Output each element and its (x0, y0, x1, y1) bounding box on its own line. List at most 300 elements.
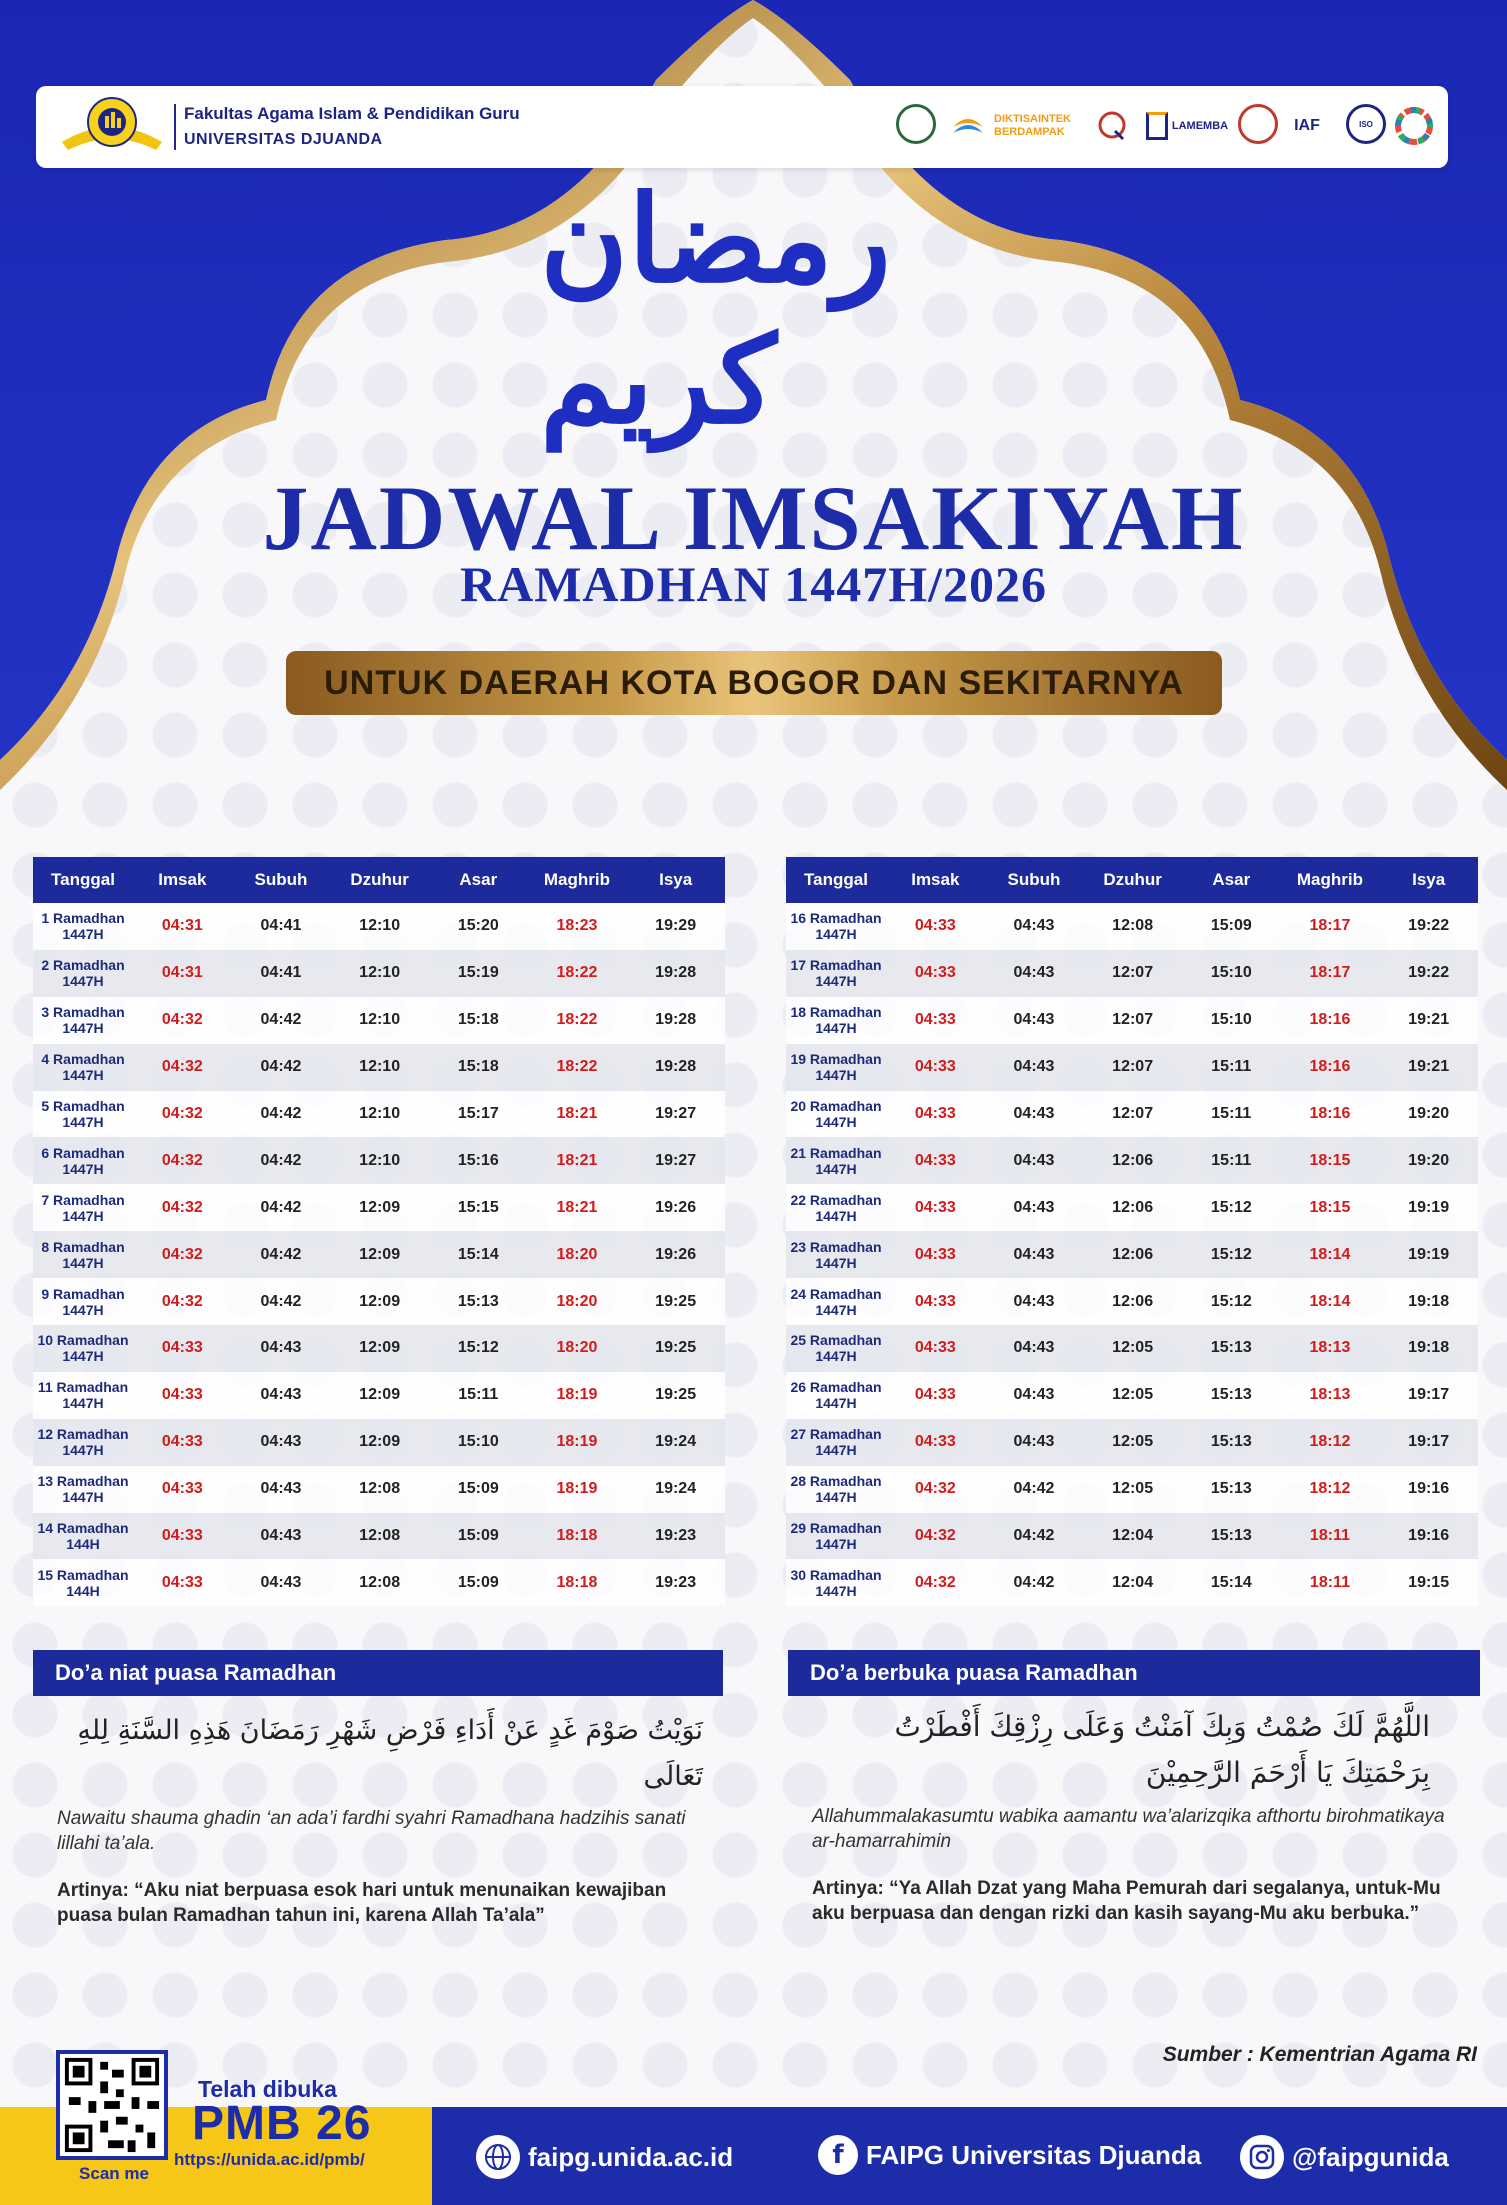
facebook-label: FAIPG Universitas Djuanda (866, 2139, 1202, 2170)
partner-iaf-label: IAF (1294, 117, 1320, 134)
date-year: 1447H (815, 1160, 857, 1177)
asar-cell: 15:09 (429, 1466, 528, 1513)
date-day: 19 Ramadhan (790, 1051, 882, 1068)
imsak-cell: 04:33 (886, 1372, 985, 1419)
maghrib-cell: 18:16 (1281, 1091, 1380, 1138)
date-year: 1447H (62, 1114, 104, 1130)
subuh-cell: 04:43 (232, 1325, 331, 1372)
maghrib-cell: 18:19 (528, 1372, 627, 1419)
asar-cell: 15:20 (429, 903, 528, 950)
isya-cell: 19:28 (626, 1044, 725, 1091)
date-year: 1447H (815, 1020, 857, 1037)
date-day: 17 Ramadhan (790, 957, 882, 974)
table-row (33, 1372, 725, 1419)
date-year: 1447H (815, 1301, 857, 1318)
maghrib-cell: 18:23 (528, 903, 627, 950)
date-year: 1447H (62, 1160, 104, 1177)
date-year: 1447H (815, 1536, 857, 1553)
date-cell (786, 1419, 886, 1466)
table-row (786, 1184, 1478, 1231)
date-year: 1447H (815, 1395, 857, 1412)
imsak-cell: 04:33 (133, 1325, 232, 1372)
isya-cell: 19:18 (1379, 1278, 1478, 1325)
table-row (33, 1559, 725, 1606)
doa-niat-latin: Nawaitu shauma ghadin ‘an ada’i fardhi syahri Ramadhana hadzihis sanati lillahi ta’ala. (57, 1808, 686, 1854)
date-cell (786, 950, 886, 997)
asar-cell: 15:15 (429, 1184, 528, 1231)
table-row (33, 1044, 725, 1091)
instagram-link[interactable] (1240, 2135, 1449, 2179)
maghrib-cell: 18:21 (528, 1137, 627, 1184)
date-cell (33, 1231, 133, 1278)
date-day: 12 Ramadhan (37, 1426, 129, 1443)
isya-cell: 19:19 (1379, 1231, 1478, 1278)
subuh-cell: 04:42 (232, 1137, 331, 1184)
date-year: 1447H (62, 1489, 104, 1506)
telah-dibuka-label: Telah dibuka (198, 2076, 337, 2102)
maghrib-cell: 18:12 (1281, 1419, 1380, 1466)
isya-cell: 19:26 (626, 1231, 725, 1278)
imsak-cell: 04:32 (133, 1184, 232, 1231)
maghrib-cell: 18:14 (1281, 1231, 1380, 1278)
date-day: 22 Ramadhan (790, 1191, 882, 1208)
partner-circle-seal-icon (1238, 104, 1278, 144)
university-logo-icon (58, 92, 166, 162)
date-year: 1447H (62, 1348, 104, 1365)
date-cell (33, 1419, 133, 1466)
dzuhur-cell: 12:10 (330, 950, 429, 997)
dzuhur-cell: 12:06 (1083, 1137, 1182, 1184)
isya-cell: 19:21 (1379, 997, 1478, 1044)
imsak-cell: 04:32 (133, 1137, 232, 1184)
doa-berbuka-title: Do’a berbuka puasa Ramadhan (788, 1650, 1480, 1696)
isya-cell: 19:15 (1379, 1559, 1478, 1606)
header-bar (36, 86, 1448, 168)
subuh-cell: 04:43 (985, 1231, 1084, 1278)
date-day: 20 Ramadhan (790, 1098, 882, 1114)
date-cell (786, 1325, 886, 1372)
maghrib-cell: 18:15 (1281, 1184, 1380, 1231)
date-day: 26 Ramadhan (790, 1379, 882, 1396)
asar-cell: 15:13 (1182, 1466, 1281, 1513)
imsak-cell: 04:32 (133, 1091, 232, 1138)
date-day: 21 Ramadhan (790, 1144, 882, 1161)
table-header-row (33, 857, 725, 903)
dzuhur-cell: 12:07 (1083, 1091, 1182, 1138)
asar-cell: 15:10 (1182, 950, 1281, 997)
maghrib-cell: 18:20 (528, 1231, 627, 1278)
table-row (786, 1559, 1478, 1606)
subuh-cell: 04:42 (232, 1231, 331, 1278)
doa-berbuka-section (788, 1650, 1480, 1926)
date-day: 5 Ramadhan (41, 1098, 125, 1114)
date-cell (33, 1137, 133, 1184)
imsak-cell: 04:33 (886, 1091, 985, 1138)
dzuhur-cell: 12:10 (330, 903, 429, 950)
asar-cell: 15:11 (1182, 1091, 1281, 1138)
imsak-cell: 04:32 (133, 1231, 232, 1278)
maghrib-cell: 18:11 (1281, 1559, 1380, 1606)
date-day: 15 Ramadhan (37, 1566, 129, 1583)
dzuhur-cell: 12:05 (1083, 1466, 1182, 1513)
maghrib-cell: 18:22 (528, 950, 627, 997)
date-day: 11 Ramadhan (37, 1379, 129, 1396)
dzuhur-cell: 12:07 (1083, 950, 1182, 997)
subuh-cell: 04:43 (232, 1466, 331, 1513)
column-header: Maghrib (528, 857, 627, 903)
dzuhur-cell: 12:04 (1083, 1513, 1182, 1560)
dzuhur-cell: 12:09 (330, 1372, 429, 1419)
date-day: 16 Ramadhan (790, 910, 882, 927)
table-row (33, 997, 725, 1044)
partner-q-logo-icon (1094, 104, 1130, 148)
imsak-cell: 04:33 (886, 1044, 985, 1091)
asar-cell: 15:12 (429, 1325, 528, 1372)
subuh-cell: 04:43 (985, 1044, 1084, 1091)
date-year: 1447H (62, 1301, 104, 1318)
table-row (786, 1419, 1478, 1466)
dzuhur-cell: 12:09 (330, 1325, 429, 1372)
subuh-cell: 04:43 (232, 1419, 331, 1466)
asar-cell: 15:11 (1182, 1044, 1281, 1091)
imsak-cell: 04:32 (886, 1559, 985, 1606)
subuh-cell: 04:41 (232, 903, 331, 950)
isya-cell: 19:17 (1379, 1419, 1478, 1466)
subuh-cell: 04:43 (985, 1184, 1084, 1231)
dzuhur-cell: 12:07 (1083, 997, 1182, 1044)
doa-niat-title: Do’a niat puasa Ramadhan (33, 1650, 723, 1696)
partner-iaf (1280, 104, 1334, 148)
dzuhur-cell: 12:08 (330, 1559, 429, 1606)
isya-cell: 19:26 (626, 1184, 725, 1231)
table-row (33, 1466, 725, 1513)
website-label: faipg.unida.ac.id (528, 2141, 734, 2172)
asar-cell: 15:13 (1182, 1325, 1281, 1372)
partner-lamemba-label: LAMEMBA (1171, 120, 1229, 132)
dzuhur-cell: 12:06 (1083, 1278, 1182, 1325)
date-day: 13 Ramadhan (37, 1473, 129, 1490)
imsak-cell: 04:33 (886, 1419, 985, 1466)
asar-cell: 15:09 (429, 1513, 528, 1560)
subuh-cell: 04:43 (985, 1419, 1084, 1466)
date-cell (786, 1044, 886, 1091)
isya-cell: 19:18 (1379, 1325, 1478, 1372)
isya-cell: 19:19 (1379, 1184, 1478, 1231)
diktisaintek-logo-icon (948, 104, 988, 148)
maghrib-cell: 18:17 (1281, 903, 1380, 950)
imsak-cell: 04:32 (886, 1466, 985, 1513)
doa-niat-section (33, 1650, 723, 1928)
column-header: Asar (429, 857, 528, 903)
date-day: 6 Ramadhan (41, 1144, 125, 1161)
isya-cell: 19:28 (626, 997, 725, 1044)
date-cell (786, 1184, 886, 1231)
partner-seal-icon (896, 104, 936, 144)
date-year: 1447H (815, 1254, 857, 1271)
date-year: 1447H (815, 973, 857, 990)
table-row (33, 1325, 725, 1372)
date-year: 1447H (62, 1020, 104, 1037)
asar-cell: 15:14 (1182, 1559, 1281, 1606)
region-banner: UNTUK DAERAH KOTA BOGOR DAN SEKITARNYA (286, 651, 1222, 715)
date-cell (786, 1278, 886, 1325)
imsak-cell: 04:33 (886, 1278, 985, 1325)
imsak-cell: 04:33 (886, 1137, 985, 1184)
asar-cell: 15:17 (429, 1091, 528, 1138)
partner-iso (1346, 104, 1386, 144)
subuh-cell: 04:43 (985, 1091, 1084, 1138)
date-day: 8 Ramadhan (41, 1238, 125, 1255)
isya-cell: 19:21 (1379, 1044, 1478, 1091)
asar-cell: 15:11 (429, 1372, 528, 1419)
dzuhur-cell: 12:09 (330, 1419, 429, 1466)
dzuhur-cell: 12:05 (1083, 1325, 1182, 1372)
facebook-link[interactable] (818, 2135, 1201, 2175)
imsak-cell: 04:33 (886, 1184, 985, 1231)
qr-code[interactable] (56, 2050, 168, 2160)
dzuhur-cell: 12:05 (1083, 1372, 1182, 1419)
date-day: 25 Ramadhan (790, 1332, 882, 1349)
date-cell (786, 997, 886, 1044)
imsak-cell: 04:33 (133, 1372, 232, 1419)
subuh-cell: 04:43 (985, 1278, 1084, 1325)
facebook-icon: f (818, 2135, 858, 2175)
date-cell (33, 1278, 133, 1325)
dzuhur-cell: 12:05 (1083, 1419, 1182, 1466)
maghrib-cell: 18:12 (1281, 1466, 1380, 1513)
column-header: Tanggal (786, 857, 886, 903)
asar-cell: 15:13 (1182, 1372, 1281, 1419)
date-year: 1447H (815, 1348, 857, 1365)
isya-cell: 19:16 (1379, 1466, 1478, 1513)
header-divider (174, 104, 176, 150)
imsak-cell: 04:31 (133, 903, 232, 950)
maghrib-cell: 18:20 (528, 1278, 627, 1325)
date-day: 3 Ramadhan (41, 1004, 125, 1021)
maghrib-cell: 18:22 (528, 1044, 627, 1091)
table-header-row (786, 857, 1478, 903)
date-day: 9 Ramadhan (41, 1285, 125, 1302)
date-cell (33, 1325, 133, 1372)
table-row (33, 1184, 725, 1231)
date-year: 1447H (62, 1254, 104, 1271)
subuh-cell: 04:43 (985, 1372, 1084, 1419)
dzuhur-cell: 12:07 (1083, 1044, 1182, 1091)
column-header: Maghrib (1281, 857, 1380, 903)
date-year: 144H (66, 1582, 100, 1599)
isya-cell: 19:20 (1379, 1137, 1478, 1184)
subuh-cell: 04:41 (232, 950, 331, 997)
table-row (786, 1137, 1478, 1184)
date-day: 18 Ramadhan (790, 1004, 882, 1021)
asar-cell: 15:09 (1182, 903, 1281, 950)
imsak-cell: 04:33 (886, 950, 985, 997)
date-year: 1447H (62, 1207, 104, 1224)
date-year: 1447H (815, 1489, 857, 1506)
table-row (33, 1278, 725, 1325)
date-year: 144H (66, 1536, 100, 1553)
maghrib-cell: 18:21 (528, 1184, 627, 1231)
date-year: 1447H (815, 1067, 857, 1084)
date-year: 1447H (62, 1067, 104, 1084)
source-credit: Sumber : Kementrian Agama RI (1162, 2043, 1477, 2066)
date-cell (33, 1184, 133, 1231)
date-cell (33, 950, 133, 997)
column-header: Asar (1182, 857, 1281, 903)
asar-cell: 15:09 (429, 1559, 528, 1606)
date-cell (786, 1091, 886, 1138)
instagram-icon (1240, 2135, 1284, 2179)
doa-berbuka-latin: Allahummalakasumtu wabika aamantu wa’alarizqika afthortu birohmatikaya ar-hamarrahimin (812, 1806, 1445, 1852)
maghrib-cell: 18:16 (1281, 997, 1380, 1044)
page-title: JADWAL IMSAKIYAH (262, 467, 1245, 569)
isya-cell: 19:27 (626, 1137, 725, 1184)
partner-lamemba (1142, 104, 1232, 148)
table-row (786, 1044, 1478, 1091)
asar-cell: 15:12 (1182, 1231, 1281, 1278)
asar-cell: 15:10 (1182, 997, 1281, 1044)
dzuhur-cell: 12:09 (330, 1278, 429, 1325)
isya-cell: 19:25 (626, 1325, 725, 1372)
date-day: 14 Ramadhan (37, 1520, 129, 1537)
subuh-cell: 04:43 (985, 1325, 1084, 1372)
scan-me-label: Scan me (79, 2164, 149, 2183)
column-header: Dzuhur (330, 857, 429, 903)
column-header: Isya (1379, 857, 1478, 903)
date-day: 7 Ramadhan (41, 1191, 125, 1208)
subuh-cell: 04:43 (232, 1372, 331, 1419)
maghrib-cell: 18:11 (1281, 1513, 1380, 1560)
dzuhur-cell: 12:06 (1083, 1184, 1182, 1231)
table-row (786, 903, 1478, 950)
subuh-cell: 04:42 (232, 1184, 331, 1231)
ramadan-kareem-calligraphy: رمضان كريم (540, 169, 891, 451)
dzuhur-cell: 12:06 (1083, 1231, 1182, 1278)
column-header: Imsak (886, 857, 985, 903)
isya-cell: 19:24 (626, 1419, 725, 1466)
asar-cell: 15:12 (1182, 1278, 1281, 1325)
date-day: 30 Ramadhan (790, 1566, 882, 1583)
date-day: 23 Ramadhan (790, 1238, 882, 1255)
maghrib-cell: 18:15 (1281, 1137, 1380, 1184)
asar-cell: 15:18 (429, 997, 528, 1044)
globe-icon (476, 2135, 520, 2179)
date-year: 1447H (815, 1442, 857, 1459)
date-cell (786, 1466, 886, 1513)
column-header: Isya (626, 857, 725, 903)
dzuhur-cell: 12:08 (1083, 903, 1182, 950)
institution-name: Fakultas Agama Islam & Pendidikan Guru (184, 104, 520, 123)
table-row (786, 1372, 1478, 1419)
doa-niat-meaning: Artinya: “Aku niat berpuasa esok hari untuk menunaikan kewajiban puasa bulan Ramadhan tahun ini, karena Allah Ta’ala” (57, 1880, 667, 1926)
column-header: Tanggal (33, 857, 133, 903)
partner-iso-label: ISO (1359, 119, 1373, 129)
table-row (786, 1513, 1478, 1560)
date-day: 27 Ramadhan (790, 1426, 882, 1443)
table-row (33, 1091, 725, 1138)
column-header: Dzuhur (1083, 857, 1182, 903)
date-cell (33, 1466, 133, 1513)
subuh-cell: 04:42 (232, 997, 331, 1044)
date-year: 1447H (815, 1114, 857, 1130)
asar-cell: 15:11 (1182, 1137, 1281, 1184)
website-link[interactable] (476, 2135, 733, 2179)
asar-cell: 15:18 (429, 1044, 528, 1091)
partner-diktisaintek (994, 104, 1084, 148)
maghrib-cell: 18:18 (528, 1559, 627, 1606)
date-year: 1447H (62, 1395, 104, 1412)
subuh-cell: 04:42 (232, 1044, 331, 1091)
qr-code-icon (60, 2054, 164, 2156)
column-header: Subuh (232, 857, 331, 903)
imsak-cell: 04:33 (133, 1419, 232, 1466)
imsak-cell: 04:31 (133, 950, 232, 997)
date-year: 1447H (62, 1442, 104, 1459)
sdg-wheel-icon (1394, 104, 1434, 148)
imsak-cell: 04:33 (886, 1231, 985, 1278)
table-row (33, 950, 725, 997)
imsak-cell: 04:33 (133, 1513, 232, 1560)
date-year: 1447H (815, 1207, 857, 1224)
table-row (33, 903, 725, 950)
imsak-cell: 04:33 (133, 1559, 232, 1606)
subuh-cell: 04:42 (985, 1559, 1084, 1606)
imsak-cell: 04:33 (133, 1466, 232, 1513)
maghrib-cell: 18:17 (1281, 950, 1380, 997)
dzuhur-cell: 12:08 (330, 1466, 429, 1513)
column-header: Subuh (985, 857, 1084, 903)
maghrib-cell: 18:22 (528, 997, 627, 1044)
maghrib-cell: 18:14 (1281, 1278, 1380, 1325)
table-row (786, 1325, 1478, 1372)
date-day: 4 Ramadhan (41, 1051, 125, 1068)
dzuhur-cell: 12:04 (1083, 1559, 1182, 1606)
date-cell (786, 1231, 886, 1278)
maghrib-cell: 18:19 (528, 1466, 627, 1513)
date-day: 1 Ramadhan (41, 910, 125, 927)
imsak-cell: 04:32 (133, 997, 232, 1044)
isya-cell: 19:29 (626, 903, 725, 950)
subuh-cell: 04:42 (985, 1513, 1084, 1560)
maghrib-cell: 18:19 (528, 1419, 627, 1466)
isya-cell: 19:28 (626, 950, 725, 997)
pmb-url-link[interactable]: https://unida.ac.id/pmb/ (174, 2150, 365, 2169)
maghrib-cell: 18:16 (1281, 1044, 1380, 1091)
date-day: 10 Ramadhan (37, 1332, 129, 1349)
date-cell (786, 1559, 886, 1606)
page-subtitle: RAMADHAN 1447H/2026 (459, 556, 1048, 612)
table-row (33, 1419, 725, 1466)
isya-cell: 19:27 (626, 1091, 725, 1138)
table-row (786, 1278, 1478, 1325)
isya-cell: 19:24 (626, 1466, 725, 1513)
dzuhur-cell: 12:10 (330, 1091, 429, 1138)
asar-cell: 15:19 (429, 950, 528, 997)
subuh-cell: 04:43 (985, 1137, 1084, 1184)
table-row (33, 1513, 725, 1560)
asar-cell: 15:10 (429, 1419, 528, 1466)
date-day: 29 Ramadhan (790, 1520, 882, 1537)
isya-cell: 19:23 (626, 1559, 725, 1606)
isya-cell: 19:20 (1379, 1091, 1478, 1138)
asar-cell: 15:13 (1182, 1419, 1281, 1466)
isya-cell: 19:22 (1379, 950, 1478, 997)
asar-cell: 15:13 (1182, 1513, 1281, 1560)
isya-cell: 19:22 (1379, 903, 1478, 950)
schedule-table-right (786, 857, 1478, 1606)
schedule-table-left (33, 857, 725, 1606)
maghrib-cell: 18:13 (1281, 1372, 1380, 1419)
